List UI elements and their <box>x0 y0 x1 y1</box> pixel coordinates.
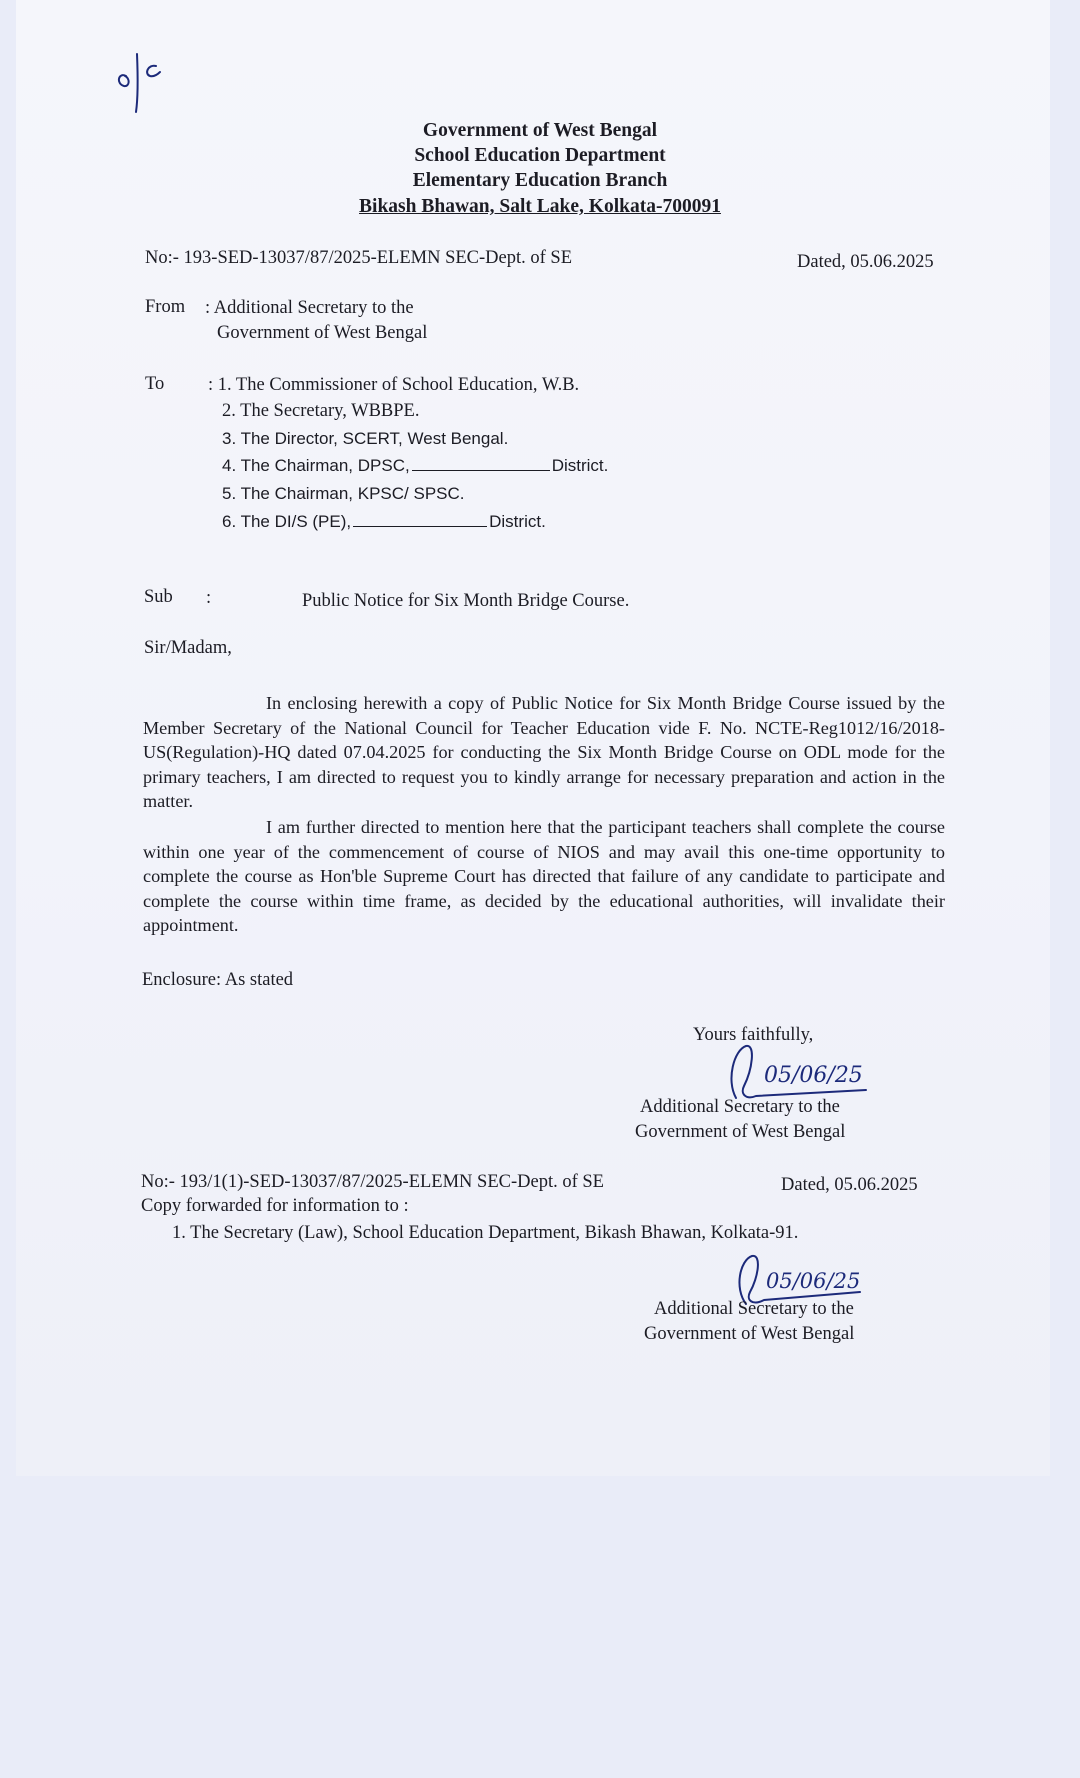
signature-date: 05/06/25 <box>766 1269 861 1293</box>
copy-memo-date: Dated, 05.06.2025 <box>781 1175 918 1195</box>
from-line-1: : Additional Secretary to the <box>205 298 414 318</box>
memo-number: No:- 193-SED-13037/87/2025-ELEMN SEC-Dept. of SE <box>145 248 573 268</box>
header-line-3: Elementary Education Branch <box>412 170 668 191</box>
to-item-1: : 1. The Commissioner of School Education, W.B. <box>208 375 580 395</box>
subject-label: Sub <box>144 587 173 607</box>
to-item-2: 2. The Secretary, WBBPE. <box>222 401 420 421</box>
to-item-6: 6. The DI/S (PE), District. <box>222 512 546 531</box>
enclosure-note: Enclosure: As stated <box>142 970 294 990</box>
salutation: Sir/Madam, <box>144 638 232 658</box>
body-paragraph-1: In enclosing herewith a copy of Public Notice for Six Month Bridge Course issued by the Member Secretary of the National Council for Teacher Education vide F. No. NCTE-Reg1012/16/2018-US(Regulation)-HQ dated 07.04.2025 for conducting the Six Month Bridge Course on ODL mode for the primary teachers, I am directed to request you to kindly arrange for necessary preparation and action in the matter. <box>143 693 945 811</box>
designation2-line-2: Government of West Bengal <box>644 1324 855 1344</box>
from-line-2: Government of West Bengal <box>217 323 428 343</box>
from-label: From <box>145 297 186 317</box>
closing: Yours faithfully, <box>693 1025 814 1045</box>
header-address: Bikash Bhawan, Salt Lake, Kolkata-700091 <box>359 196 721 217</box>
designation-line-1: Additional Secretary to the <box>640 1097 840 1117</box>
copy-memo-number: No:- 193/1(1)-SED-13037/87/2025-ELEMN SEC-Dept. of SE <box>141 1172 604 1192</box>
to-item-3: 3. The Director, SCERT, West Bengal. <box>222 429 509 448</box>
signature-date: 05/06/25 <box>764 1063 863 1088</box>
designation-line-2: Government of West Bengal <box>635 1122 846 1142</box>
to-item-4: 4. The Chairman, DPSC, District. <box>222 456 609 475</box>
subject-text: Public Notice for Six Month Bridge Course. <box>302 591 630 611</box>
blank-line <box>412 470 550 471</box>
to-label: To <box>145 374 165 394</box>
copy-item-1: 1. The Secretary (Law), School Education Department, Bikash Bhawan, Kolkata-91. <box>172 1223 799 1243</box>
header-line-2: School Education Department <box>414 145 666 166</box>
blank-line <box>353 526 487 527</box>
handwritten-initials <box>114 48 174 118</box>
header-line-1: Government of West Bengal <box>422 120 658 141</box>
memo-date: Dated, 05.06.2025 <box>797 252 934 272</box>
designation2-line-1: Additional Secretary to the <box>654 1299 854 1319</box>
subject-colon: : <box>206 588 212 608</box>
to-item-5: 5. The Chairman, KPSC/ SPSC. <box>222 484 465 503</box>
copy-intro: Copy forwarded for information to : <box>141 1196 409 1216</box>
body-paragraph-2: I am further directed to mention here that the participant teachers shall complete the course within one year of the commencement of course of NIOS and may avail this one-time opportunity to complete the course as Hon'ble Supreme Court has directed that failure of any candidate to participate and complete the course within time frame, as decided by the educational authorities, will invalidate their appointment. <box>143 817 945 935</box>
